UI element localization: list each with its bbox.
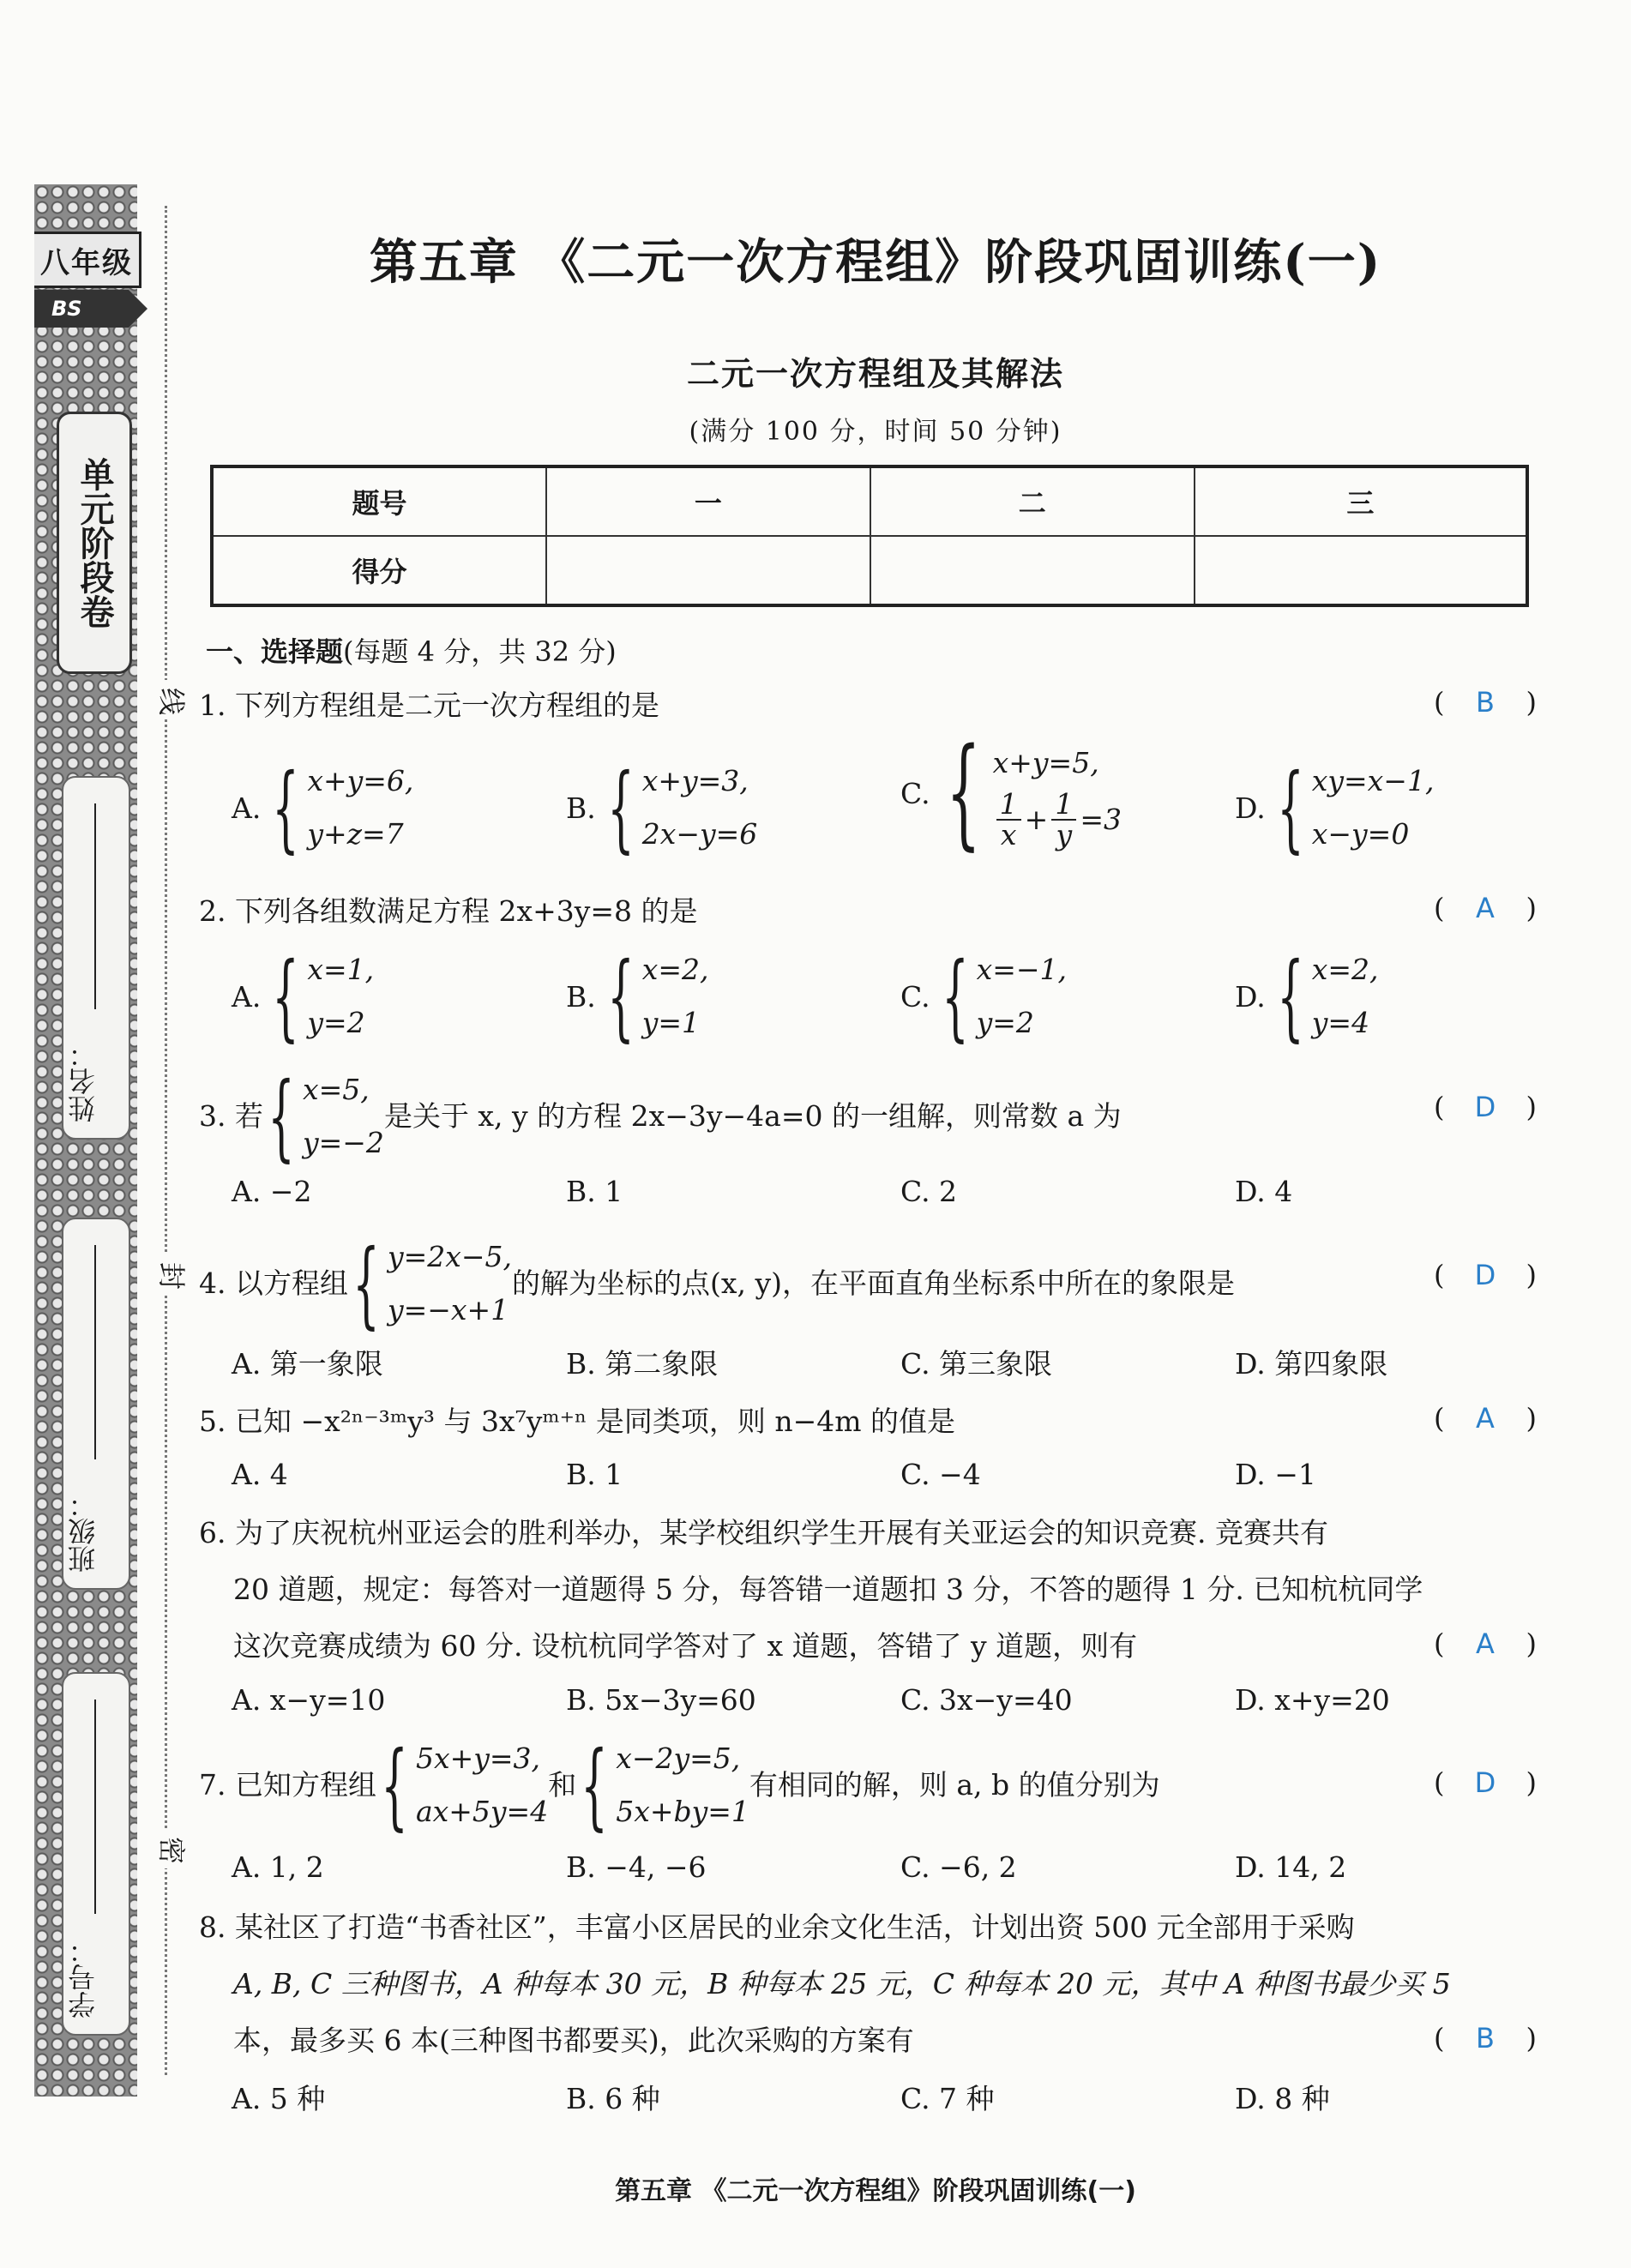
equation: 5x+by=1 [616,1795,749,1828]
score-table-header: 题号 [212,466,546,536]
page-title: 第五章 《二元一次方程组》阶段巩固训练(一) [369,234,1382,291]
option-3d: D. 4 [1235,1175,1293,1208]
answer-1: ( B ) [1434,686,1537,719]
option-7b: B. −4, −6 [566,1850,707,1884]
option-8b: B. 6 种 [566,2082,660,2115]
question-3-post: 是关于 x, y 的方程 2x−3y−4a=0 的一组解，则常数 a 为 [383,1099,1122,1133]
option-8d: D. 8 种 [1235,2082,1330,2115]
question-7-pre: 7. 已知方程组 [199,1768,376,1802]
equation: x−y=0 [1311,817,1410,851]
question-6-line: 6. 为了庆祝杭州亚运会的胜利举办，某学校组织学生开展有关亚运会的知识竞赛. 竞赛共有 [199,1516,1328,1549]
brace-icon: { [607,753,635,863]
score-table-row [212,466,1527,536]
equation: xy=x−1, [1311,764,1435,797]
unit-label [57,412,132,674]
option-label: A. [232,979,262,1014]
option-3b: B. 1 [566,1175,623,1208]
answer-8: ( B ) [1434,2022,1537,2054]
section-note: (每题 4 分，共 32 分) [343,635,617,668]
option-6c: C. 3x−y=40 [900,1683,1073,1717]
score-table [210,465,1529,607]
option-1d [1235,755,1434,861]
option-label: B. [566,791,596,825]
fraction: $\frac{1}{y}$ [1051,790,1076,850]
option-label: C. [900,979,930,1014]
question-4 [199,1230,1537,1337]
question-3-pre: 3. 若 [199,1099,263,1133]
grade-label: 八年级 [34,232,141,288]
score-cell[interactable] [1195,536,1527,605]
equation: y=1 [641,1006,701,1039]
brace-icon: { [352,1229,380,1339]
equation: 5x+y=3, [415,1742,541,1775]
score-table-row [212,536,1527,605]
score-cell[interactable] [870,536,1195,605]
equation: x=−1, [976,953,1067,986]
name-field-label: 姓名： [67,1040,99,1122]
option-label: A. [232,791,262,825]
question-7-mid: 和 [548,1768,577,1802]
question-8-line: A, B, C 三种图书，A 种每本 30 元，B 种每本 25 元，C 种每本 20 元，其中 A 种图书最少买 5 [233,1967,1451,2000]
question-7 [199,1732,1537,1838]
page-subtitle: 二元一次方程组及其解法 [686,355,1064,393]
option-6a: A. x−y=10 [232,1683,386,1717]
fraction: $\frac{1}{x}$ [996,790,1021,850]
equation: y=2 [307,1006,365,1039]
edition-tag: BS [34,290,129,328]
answer-4: ( D ) [1434,1259,1537,1291]
question-2-stem: 2. 下列各组数满足方程 2x+3y=8 的是 [199,894,698,928]
question-3 [199,1063,1537,1170]
student-id-field-line [94,1699,96,1914]
class-field-line [94,1245,96,1459]
name-field[interactable] [62,776,130,1140]
equation: x+y=3, [641,764,749,797]
brace-icon: { [941,941,969,1051]
cut-word-secret: 密 [159,1829,186,1868]
answer-3: ( D ) [1434,1091,1537,1123]
student-id-field-label: 学号： [67,1936,99,2018]
exam-note: (满分 100 分，时间 50 分钟) [689,417,1062,447]
section-heading [206,630,617,670]
option-5d: D. −1 [1235,1458,1316,1491]
cut-word-seal: 封 [159,1254,186,1294]
question-6-line: 这次竞赛成绩为 60 分. 设杭杭同学答对了 x 道题，答错了 y 道题，则有 [233,1629,1138,1663]
question-1-stem: 1. 下列方程组是二元一次方程组的是 [199,689,659,722]
option-5a: A. 4 [232,1458,288,1491]
equation: 2x−y=6 [641,817,758,851]
answer-1-value: B [1476,686,1495,719]
answer-3-value: D [1474,1091,1496,1123]
option-5b: B. 1 [566,1458,623,1491]
question-4-post: 的解为坐标的点(x, y)，在平面直角坐标系中所在的象限是 [512,1266,1236,1300]
class-field-label: 班级： [67,1490,99,1573]
equation: y=2x−5, [387,1240,513,1273]
option-6b: B. 5x−3y=60 [566,1683,756,1717]
option-2c [900,943,1067,1050]
answer-8-value: B [1476,2022,1495,2054]
option-4c: C. 第三象限 [900,1347,1053,1381]
option-5c: C. −4 [900,1458,981,1491]
answer-5: ( A ) [1434,1402,1537,1435]
equation: y+z=7 [307,817,404,851]
equation: x=5, [302,1073,370,1106]
equation: x+y=6, [307,764,414,797]
brace-icon: { [272,941,300,1051]
option-8a: A. 5 种 [232,2082,326,2115]
answer-6: ( A ) [1434,1627,1537,1660]
option-4d: D. 第四象限 [1235,1347,1388,1381]
brace-icon: { [381,1730,408,1840]
question-8 [199,1899,1537,2069]
name-field-line [94,803,96,1009]
answer-2-value: A [1476,892,1495,924]
brace-icon: { [607,941,635,1051]
equation: =3 [1080,803,1122,836]
score-table-col: 一 [546,466,870,536]
answer-6-value: A [1476,1627,1495,1660]
option-3a: A. −2 [232,1175,312,1208]
section-title: 一、选择题 [206,635,344,668]
brace-icon: { [1277,941,1304,1051]
equation: x=2, [641,953,709,986]
question-6 [199,1505,1537,1675]
score-table-header: 得分 [212,536,546,605]
cut-word-line: 线 [159,680,186,719]
option-7c: C. −6, 2 [900,1850,1017,1884]
option-label: D. [1235,791,1266,825]
option-8c: C. 7 种 [900,2082,995,2115]
score-cell[interactable] [546,536,870,605]
equation: x=2, [1311,953,1379,986]
question-5 [199,1393,1537,1450]
class-field[interactable] [62,1218,130,1590]
brace-icon: { [268,1062,295,1171]
option-4b: B. 第二象限 [566,1347,719,1381]
option-label: C. [900,776,930,810]
option-7d: D. 14, 2 [1235,1850,1347,1884]
equation: y=−2 [302,1126,384,1159]
brace-icon: { [581,1730,608,1840]
option-4a: A. 第一象限 [232,1347,383,1381]
equation: y=−x+1 [387,1293,509,1327]
option-1a [232,755,413,861]
option-2b [566,943,709,1050]
equation: x+y=5, [992,746,1099,779]
option-label: D. [1235,979,1266,1014]
question-7-post: 有相同的解，则 a, b 的值分别为 [749,1768,1160,1802]
answer-7: ( D ) [1434,1766,1537,1799]
question-2 [199,883,1537,940]
score-table-col: 三 [1195,466,1527,536]
option-1b [566,755,757,861]
score-table-col: 二 [870,466,1195,536]
option-7a: A. 1, 2 [232,1850,324,1884]
question-6-line: 20 道题，规定：每答对一道题得 5 分，每答错一道题扣 3 分，不答的题得 1 分. 已知杭杭同学 [233,1573,1423,1606]
answer-5-value: A [1476,1402,1495,1435]
page-footer: 第五章 《二元一次方程组》阶段巩固训练(一) [615,2176,1136,2206]
brace-icon: { [1277,753,1304,863]
option-1c: C. { x+y=5, $\frac{1}{x}$ + $\frac{1}{y}$ =3 [900,723,1122,863]
option-2d [1235,943,1379,1050]
option-3c: C. 2 [900,1175,958,1208]
equation: x=1, [307,953,375,986]
question-4-pre: 4. 以方程组 [199,1266,348,1300]
cut-line [165,206,167,2075]
equation: y=2 [976,1006,1034,1039]
unit-label-text: 单元阶段卷 [75,457,114,629]
option-6d: D. x+y=20 [1235,1683,1390,1717]
option-label: B. [566,979,596,1014]
edition-arrow-icon [129,290,147,328]
equation: y=4 [1311,1006,1370,1039]
brace-icon: { [946,723,981,863]
equation: x−2y=5, [616,1742,741,1775]
equation: ax+5y=4 [415,1795,549,1828]
student-id-field[interactable] [62,1672,130,2036]
answer-4-value: D [1474,1259,1496,1291]
answer-2: ( A ) [1434,892,1537,924]
brace-icon: { [272,753,300,863]
question-8-line: 8. 某社区了打造“书香社区”，丰富小区居民的业余文化生活，计划出资 500 元全部用于采购 [199,1910,1355,1944]
answer-7-value: D [1474,1766,1496,1799]
option-2a [232,943,374,1050]
question-5-stem: 5. 已知 −x²ⁿ⁻³ᵐy³ 与 3x⁷yᵐ⁺ⁿ 是同类项，则 n−4m 的值是 [199,1405,956,1438]
question-1 [199,677,1537,734]
question-8-line: 本，最多买 6 本(三种图书都要买)，此次采购的方案有 [233,2024,914,2057]
